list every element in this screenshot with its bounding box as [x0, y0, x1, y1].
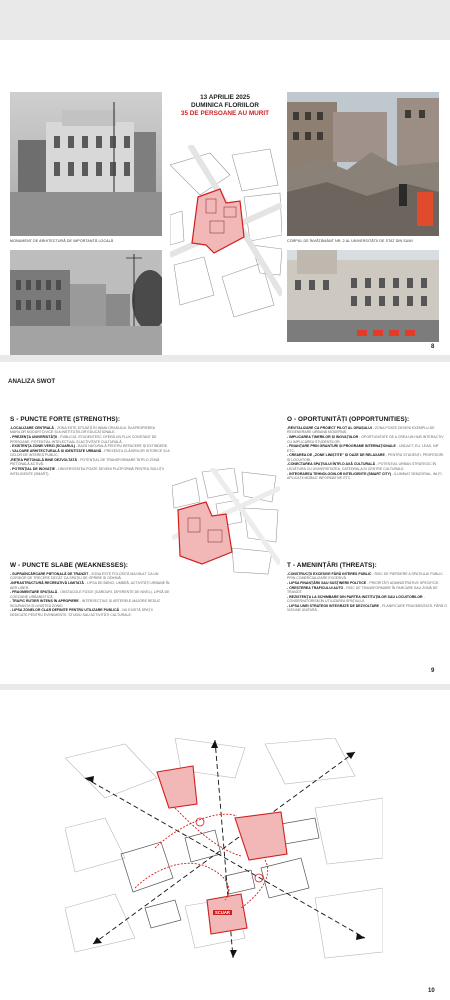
swot-item-label: -LOCALIZARE CENTRALĂ [10, 426, 54, 430]
swot-item-text: - ILUMINAT SENZORIAL, WI-FI, APLICAȚII MOBILE INFORMATIVE ETC. [287, 471, 443, 480]
swot-weaknesses [10, 562, 170, 618]
swot-item [287, 595, 447, 604]
scuar-label: SCUAR [215, 910, 230, 915]
swot-item-text: - ZONA ESTE SITUATĂ ÎN INIMA ORAȘULUI, ÎN APROPIEREA MARILOR NODURI CIVICE ȘI A INSTITUȚIILOR EDUCAȚIONALE. [10, 426, 155, 435]
page-number: 8 [431, 344, 435, 350]
swot-item-label: -CONSTRUCȚII EXCESIVE FĂRĂ INTERES PUBLIC [287, 572, 372, 576]
swot-item-label: - POTENȚIAL DE INOVAȚIE [10, 467, 55, 472]
swot-item-label: - INTEGRAREA TEHNOLOGIILOR INTELIGENTE (SMART CITY) [287, 471, 392, 476]
caption-local-monument: MONUMENT DE ARHITECTURĂ DE IMPORTANȚĂ LOCALĂ [10, 239, 114, 243]
opportunities-list [287, 426, 447, 480]
swot-item [287, 586, 447, 595]
slide-history [0, 40, 450, 355]
swot-item-label: - LIPSA ZONELOR CLAR DEFINITE PENTRU UTILIZARE PUBLICĂ [10, 608, 120, 613]
strengths-list [10, 426, 170, 476]
swot-item [287, 435, 447, 444]
swot-item-label: - FRAGMENTARE SPAȚIALĂ [10, 590, 58, 595]
swot-item-label: - IMPLICAREA TINERILOR ȘI INOVAȚIILOR [287, 435, 359, 440]
swot-item-text: - PLANIFICARE FRAGMENTATĂ, FĂRĂ O VIZIUNE UNITARĂ. [287, 604, 447, 613]
swot-item [10, 581, 170, 590]
swot-item-text: - POTENȚIAL DE TRANSFORMARE ÎNTR-O ZONĂ PIETONALĂ ACTIVĂ. [10, 458, 160, 467]
swot-item-text: - PRIORITĂȚI ADMINISTRATIVE SPECIFICE. [366, 581, 440, 586]
swot-item [10, 467, 170, 476]
swot-threats [287, 562, 447, 613]
swot-title: ANALIZA SWOT [8, 378, 56, 385]
event-headline [170, 94, 280, 118]
swot-item [10, 608, 170, 617]
event-day: DUMINICA FLORIILOR [191, 102, 259, 109]
swot-item-text: - BAZĂ NATURALĂ PENTRU REFACERE ȘI EXTINDERE. [75, 444, 169, 449]
swot-item-text: - RISC DE PIERDERE A SPAȚIULUI PUBLIC PRIN COMERCIALIZARE EXCESIVĂ. [287, 572, 443, 581]
swot-item [10, 458, 170, 467]
swot-item-label: -REȚEA PIETONALĂ BINE DEZVOLTATĂ [10, 458, 78, 463]
swot-item [10, 435, 170, 444]
swot-item [287, 572, 447, 581]
strengths-heading: S - PUNCTE FORTE (STRENGTHS): [10, 416, 121, 423]
swot-item-text: - PREZENȚA CLĂDIRILOR ISTORICE ȘI A CELOR DE INTERES PUBLIC. [10, 448, 170, 458]
swot-item [287, 426, 447, 435]
swot-item-label: - CREAREA DE „ZONE LINIȘTITE" ȘI OAZE DE RELAXARE [287, 453, 385, 458]
swot-strengths [10, 416, 170, 476]
swot-item-label: - LIPSA FINANȚĂRII SAU SUSȚINERII POLITICE [287, 581, 367, 586]
swot-item-label: - SUPRAÎNCĂRCARE PIETONALĂ DE TRANZIT [10, 572, 89, 576]
swot-item [10, 449, 170, 458]
site-context-map [170, 145, 282, 321]
swot-item-text: - RISC DE TRANSFORMARE ÎN PARCARE SAU ZONĂ DE TRANZIT. [287, 585, 438, 595]
site-plan-map [65, 738, 383, 960]
swot-opportunities [287, 416, 447, 481]
swot-item [10, 590, 170, 599]
caption-university-building: CORPUL DE ÎNVĂȚĂMÂNT NR. 2 AL UNIVERSITĂȚII DE STAT DIN SUMI [287, 239, 413, 243]
weaknesses-heading: W - PUNCTE SLABE (WEAKNESSES): [10, 562, 129, 569]
swot-item-text: - UNDACT, EU, LEAD, NIF ETC. [287, 444, 439, 453]
swot-item-text: - ZONA POATE DEVENI EXEMPLU DE REGENERARE URBANĂ MODERNĂ. [287, 426, 435, 435]
page-number: 10 [428, 988, 435, 994]
opportunities-heading: O - OPORTUNITĂȚI (OPPORTUNITIES): [287, 416, 410, 423]
swot-item-text: - NU EXISTĂ SPAȚII DEDICATE PENTRU EVENIMENTE, STUDIU SAU ACTIVITĂȚI CULTURALE. [10, 608, 153, 617]
swot-item-text: - LIPSA DE BĂNCI, UMBRĂ, ACTIVITĂȚI URBANE ÎN AER LIBER. [10, 581, 170, 590]
swot-item-text: - UNIVERSITATEA POATE DEVENI PLATFORMĂ PENTRU SOLUȚII INTELIGENTE (SMART). [10, 467, 164, 476]
threats-heading: T - AMENINȚĂRI (THREATS): [287, 562, 377, 569]
swot-item-label: - PREZENȚA UNIVERSITĂȚII [10, 435, 58, 440]
university-building-photo [287, 250, 439, 342]
historic-street-photo [10, 250, 162, 355]
swot-item-label: - FINANȚARE PRIN GRANTURI ȘI PROGRAME INTERNAȚIONALE [287, 444, 396, 449]
swot-item-text: - INTERSECȚIILE ȘI ARTERELE MAJORE REDUC SIGURANȚA ȘI LINIȘTEA ZONEI. [10, 599, 161, 608]
historic-building-photo [10, 92, 162, 236]
event-date: 13 APRILIE 2025 [200, 94, 250, 101]
swot-item [287, 472, 447, 481]
swot-item [10, 572, 170, 581]
swot-item-label: - VALOARE ARHITECTURALĂ ȘI IDENTITATE URBANĂ [10, 448, 102, 453]
swot-item-label: - EXISTENȚA ZONEI VERZI (SCUARUL) [10, 444, 76, 449]
swot-item-label: -REVITALIZARE CA PROIECT PILOT AL ORAȘULUI [287, 426, 372, 430]
swot-item [10, 426, 170, 435]
swot-item-label: - REZISTENȚA LA SCHIMBARE DIN PARTEA INSTITUȚIILOR SAU LOCUITORILOR [287, 594, 423, 599]
swot-item-text: - ZONA ESTE FOLOSITĂ MAI MULT CA UN CORIDOR DE TRECERE DECÂT CA SPAȚIU DE OPRIRE ȘI ODIHNĂ. [10, 572, 159, 581]
swot-item [10, 599, 170, 608]
swot-item [287, 453, 447, 462]
threats-list [287, 572, 447, 613]
swot-item [287, 462, 447, 471]
swot-item [287, 604, 447, 613]
swot-item-label: - LIPSA UNEI STRATEGII INTEGRATE DE DEZVOLTARE [287, 604, 379, 609]
swot-item-text: - OBSTACOLE FIZICE (GARDURI, DIFERENȚE DE NIVEL), LIPSĂ DE COEZIUNE URBANISTICĂ. [10, 590, 170, 599]
swot-item-text: - PENTRU STUDENȚI, PROFESORI ȘI LOCUITORI. [287, 453, 444, 462]
swot-item-label: - TRAFIC RUTIER INTENS ÎN APROPIERE [10, 599, 79, 604]
swot-item-text: - CONSERVATORISM ÎN UTILIZAREA SPAȚIULUI. [287, 594, 425, 604]
weaknesses-list [10, 572, 170, 617]
swot-item-text: - OPORTUNITATE DE A CREA UN HUB INTERACTIV CU IMPLICAREA STUDENȚILOR. [287, 435, 444, 444]
swot-item-label: -INFRASTRUCTURĂ RECREATIVĂ LIMITATĂ [10, 581, 84, 586]
swot-item-label: -CONECTAREA SPAȚIULUI ÎNTR-O AXĂ CULTURALĂ [287, 462, 376, 467]
swot-item-label: - CREȘTEREA TRAFICULUI AUTO [287, 585, 344, 590]
page-number: 9 [431, 668, 435, 674]
swot-item-text: - POTENȚIAL URBAN STRATEGIC ÎN LEGĂTURA CU UNIVERSITATEA, CATEDRALA ȘI CENTRE CULTURALE. [287, 462, 437, 471]
destroyed-building-photo [287, 92, 439, 236]
casualties-text: 35 DE PERSOANE AU MURIT [180, 110, 270, 117]
slide-site-plan [0, 690, 450, 1000]
slide-swot [0, 362, 450, 684]
swot-site-map [172, 468, 280, 576]
swot-item [287, 444, 447, 453]
swot-item-text: - PUBLICUL STUDENȚESC OFERĂ UN FLUX CONSTANT DE PERSOANE, POTENȚIAL INTELECTUAL ȘI ACTIVITATE CULTURALĂ. [10, 435, 157, 444]
